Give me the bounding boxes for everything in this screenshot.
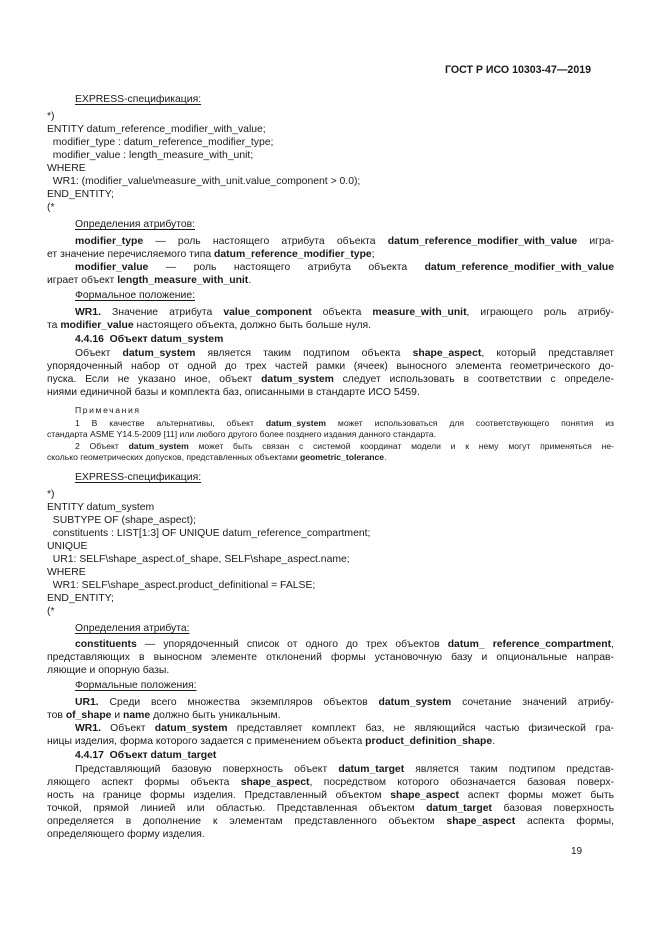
text-run: является таким подтипом объекта <box>195 348 413 359</box>
text-run: представляющих в выносном элементе отклонений формы установочную базу и опциональные направ- <box>47 652 614 663</box>
code-line <box>47 501 614 514</box>
bold-term: datum_system <box>265 418 327 428</box>
note-line <box>47 452 614 463</box>
text-run: может быть связан с системой координат модели и к нему могут применяться не- <box>188 441 614 451</box>
bold-term: datum_system <box>122 348 196 359</box>
text-run: constituents : LIST[1:3] OF UNIQUE datum_reference_compartment; <box>47 528 371 539</box>
text-run: аспект формы может быть <box>458 790 615 801</box>
bold-term: datum_ reference_compartment <box>447 639 612 650</box>
text-run: ниями единичной базы и комплекта баз, описанными в стандарте ИСО 5459. <box>47 387 420 398</box>
bold-term: of_shape <box>65 710 112 721</box>
code-line <box>47 527 614 540</box>
code-line <box>47 514 614 527</box>
bold-term: modifier_type <box>75 236 144 247</box>
bold-term: UR1. <box>75 697 99 708</box>
text-run: (* <box>47 606 55 617</box>
text-run: стандарта ASME Y14.5-2009 [11] или любого другого более позднего издания данного стандарта. <box>47 429 437 439</box>
bold-term: shape_aspect <box>446 816 516 827</box>
text-run: должно быть уникальным. <box>150 710 281 721</box>
text-run: Объект <box>75 348 123 359</box>
bold-term: datum_reference_modifier_type <box>214 249 372 260</box>
text-run: сочетание значений атрибу- <box>451 697 614 708</box>
text-run: SUBTYPE OF (shape_aspect); <box>47 515 196 526</box>
paragraph-line <box>75 696 614 709</box>
text-run: Представляющий базовую поверхность объект <box>75 764 339 775</box>
bold-term: product_definition_shape <box>365 736 493 747</box>
code-line <box>47 566 614 579</box>
paragraph-line <box>47 319 614 332</box>
text-run: является таким подтипом представ- <box>404 764 614 775</box>
code-line <box>47 540 614 553</box>
bold-term: 4.4.16 Объект datum_system <box>75 334 224 345</box>
paragraph-line <box>47 815 614 828</box>
paragraph-line <box>75 638 614 651</box>
paragraph-line <box>75 306 614 319</box>
paragraph-line <box>47 386 614 399</box>
text-run: ницы изделия, форма которого задается с применением объекта <box>47 736 366 747</box>
text-run: , <box>611 639 614 650</box>
text-run: следует использовать в соответствии с определе- <box>333 374 614 385</box>
paragraph-line <box>47 802 614 815</box>
bold-term: geometric_tolerance <box>300 452 385 462</box>
bold-term: value_component <box>223 307 312 318</box>
text-run: . <box>384 452 387 462</box>
text-run: END_ENTITY; <box>47 593 114 604</box>
paragraph-line <box>75 347 614 360</box>
text-run: WHERE <box>47 567 86 578</box>
bold-term: datum_target <box>426 803 493 814</box>
text-run: — роль настоящего атрибута объекта <box>143 236 388 247</box>
text-run: WR1: (modifier_value\measure_with_unit.value_component > 0.0); <box>47 176 361 187</box>
text-run: — роль настоящего атрибута объекта <box>148 262 425 273</box>
paragraph-line <box>47 248 614 261</box>
text-run: END_ENTITY; <box>47 189 114 200</box>
text-run: точкой, прямой линией или областью. Представленная объектом <box>47 803 427 814</box>
bold-term: datum_system <box>261 374 334 385</box>
text-run: может использоваться для соответствующего понятия из <box>326 418 615 428</box>
text-run: Определения атрибута: <box>75 623 190 634</box>
paragraph-line <box>75 235 614 248</box>
formal-heading <box>75 679 614 692</box>
paragraph-line <box>75 763 614 776</box>
text-run: базовая поверхность <box>492 803 614 814</box>
text-run: сколько геометрических допусков, представленных объектами <box>47 452 301 462</box>
text-run: упорядоченный набор от одной до трех частей рамки (ячеек) выносного элемента геометрического до- <box>47 361 614 372</box>
text-run: Среди всего множества экземпляров объектов <box>98 697 379 708</box>
code-line <box>47 605 614 618</box>
text-run: Значение атрибута <box>100 307 224 318</box>
code-line <box>47 188 614 201</box>
paragraph-line <box>47 709 614 722</box>
text-run: Объект <box>100 723 155 734</box>
page-number: 19 <box>571 846 583 857</box>
bold-term: datum_target <box>338 764 405 775</box>
bold-term: name <box>123 710 151 721</box>
code-line <box>47 162 614 175</box>
express-spec-heading <box>75 93 614 106</box>
bold-term: shape_aspect <box>412 348 482 359</box>
code-line <box>47 175 614 188</box>
formal-heading <box>75 289 614 302</box>
code-line <box>47 488 614 501</box>
text-run: . <box>248 275 252 286</box>
text-run: ENTITY datum_reference_modifier_with_value; <box>47 124 266 135</box>
text-run: WR1: SELF\shape_aspect.product_definitional = FALSE; <box>47 580 316 591</box>
text-run: WHERE <box>47 163 86 174</box>
paragraph-line <box>47 651 614 664</box>
attributes-heading <box>75 218 614 231</box>
bold-term: datum_system <box>128 441 189 451</box>
bold-term: datum_system <box>378 697 452 708</box>
text-run: объекта <box>311 307 373 318</box>
bold-term: modifier_value <box>75 262 149 273</box>
text-run: , посредством которого обозначается базовая поверх- <box>309 777 614 788</box>
text-run: 2 Объект <box>75 441 129 451</box>
text-run: пуска. Если не указано иное, объект <box>47 374 262 385</box>
code-line <box>47 136 614 149</box>
bold-term: datum_reference_modifier_with_value <box>424 262 614 273</box>
text-run: UR1: SELF\shape_aspect.of_shape, SELF\shape_aspect.name; <box>47 554 350 565</box>
text-run: *) <box>47 489 55 500</box>
text-run: ляющие и опорную базы. <box>47 665 170 676</box>
code-line <box>47 110 614 123</box>
note-line <box>75 441 614 452</box>
text-run: UNIQUE <box>47 541 88 552</box>
bold-term: measure_with_unit <box>372 307 467 318</box>
text-run: ENTITY datum_system <box>47 502 155 513</box>
text-run: modifier_value : length_measure_with_unit; <box>47 150 254 161</box>
text-run: ет значение перечисляемого типа <box>47 249 215 260</box>
paragraph-line <box>47 828 614 841</box>
text-run: играет объект <box>47 275 118 286</box>
text-run: та <box>47 320 61 331</box>
text-run: , который представляет <box>481 348 614 359</box>
code-line <box>47 123 614 136</box>
note-line <box>75 418 614 429</box>
bold-term: constituents <box>75 639 137 650</box>
code-line <box>47 201 614 214</box>
text-run: представляет комплект баз, не являющийся частью физической гра- <box>227 723 614 734</box>
text-run: — упорядоченный список от одного до трех объектов <box>136 639 448 650</box>
paragraph-line <box>47 789 614 802</box>
code-line <box>47 592 614 605</box>
bold-term: datum_system <box>154 723 228 734</box>
bold-term: shape_aspect <box>390 790 459 801</box>
text-run: EXPRESS-спецификация: <box>75 472 202 483</box>
bold-term: datum_reference_modifier_with_value <box>387 236 578 247</box>
code-line <box>47 553 614 566</box>
standard-header: ГОСТ Р ИСО 10303-47—2019 <box>444 64 591 76</box>
attributes-heading <box>75 622 614 635</box>
text-run: определяется в дополнение к элементам представленного объектом <box>47 816 447 827</box>
paragraph-line <box>47 360 614 373</box>
bold-term: shape_aspect <box>240 777 310 788</box>
text-run: *) <box>47 111 55 122</box>
text-run: Определения атрибутов: <box>75 219 196 230</box>
text-run: , играющего роль атрибу- <box>466 307 614 318</box>
paragraph-line <box>47 373 614 386</box>
text-run: (* <box>47 202 55 213</box>
text-run: ляющего аспект формы объекта <box>47 777 241 788</box>
paragraph-line <box>75 261 614 274</box>
paragraph-line <box>47 776 614 789</box>
text-run: и <box>111 710 124 721</box>
bold-term: WR1. <box>75 307 101 318</box>
notes-heading <box>75 405 614 416</box>
text-run: ность на границе формы изделия. Представленный объектом <box>47 790 391 801</box>
paragraph-line <box>47 664 614 677</box>
text-run: 1 В качестве альтернативы, объект <box>75 418 266 428</box>
text-run: EXPRESS-спецификация: <box>75 94 202 105</box>
text-run: аспекта формы, <box>515 816 615 827</box>
text-run: Формальные положения: <box>75 680 197 691</box>
text-run: Примечания <box>75 405 141 415</box>
paragraph-line <box>47 274 614 287</box>
text-run: игра- <box>577 236 614 247</box>
section-heading <box>75 333 614 346</box>
text-run: определяющего форму изделия. <box>47 829 205 840</box>
bold-term: 4.4.17 Объект datum_target <box>75 750 217 761</box>
note-line <box>47 429 614 440</box>
text-run: modifier_type : datum_reference_modifier_type; <box>47 137 274 148</box>
code-line <box>47 579 614 592</box>
paragraph-line <box>47 735 614 748</box>
bold-term: WR1. <box>75 723 101 734</box>
text-run: настоящего объекта, должно быть больше нуля. <box>133 320 372 331</box>
code-line <box>47 149 614 162</box>
express-spec-heading <box>75 471 614 484</box>
bold-term: modifier_value <box>60 320 134 331</box>
paragraph-line <box>75 722 614 735</box>
section-heading <box>75 749 614 762</box>
text-run: ; <box>371 249 375 260</box>
text-run: . <box>492 736 496 747</box>
bold-term: length_measure_with_unit <box>117 275 249 286</box>
text-run: тов <box>47 710 66 721</box>
text-run: Формальное положение: <box>75 290 195 301</box>
